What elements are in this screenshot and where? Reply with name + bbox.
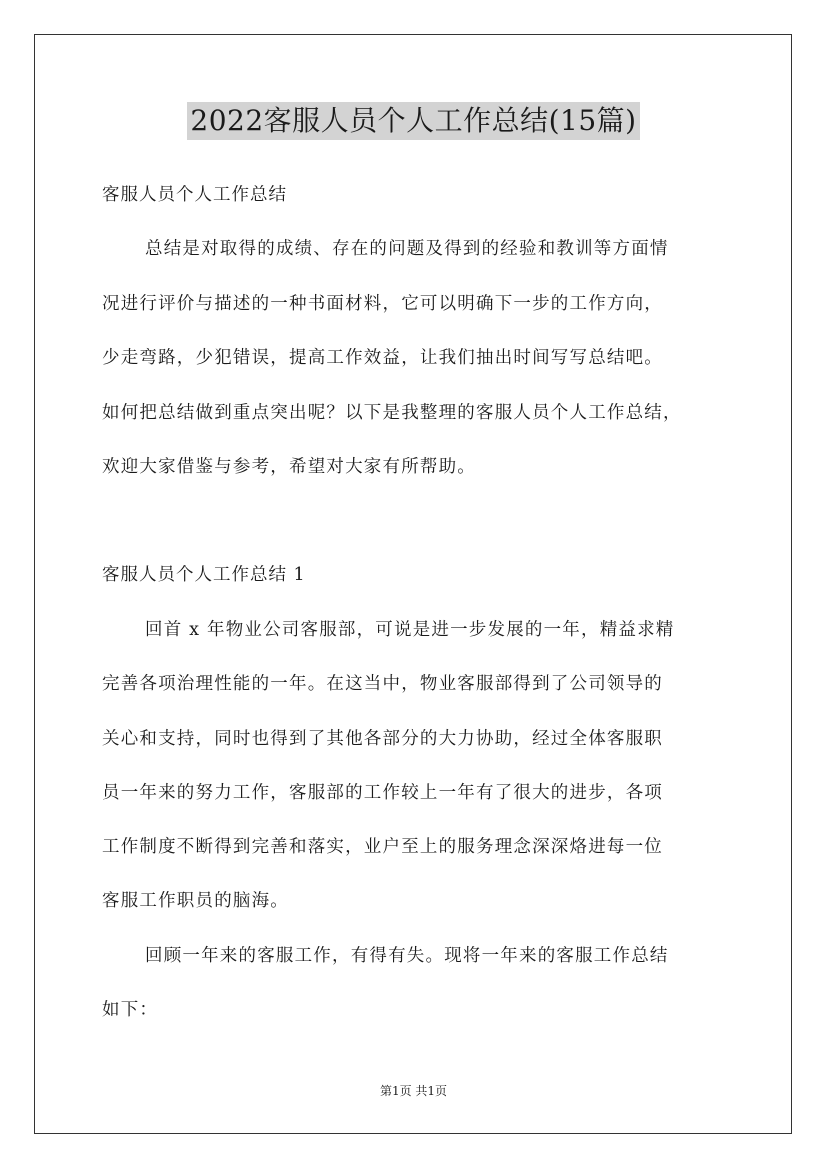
intro-heading: 客服人员个人工作总结	[102, 185, 287, 205]
section-line: 完善各项治理性能的一年。在这当中，物业客服部得到了公司领导的	[102, 674, 663, 694]
intro-line: 总结是对取得的成绩、存在的问题及得到的经验和教训等方面情	[145, 239, 669, 259]
section-line: 工作制度不断得到完善和落实，业户至上的服务理念深深烙进每一位	[102, 837, 663, 857]
page-number-footer: 第1页 共1页	[379, 1084, 448, 1098]
section-line: 客服工作职员的脑海。	[102, 891, 289, 911]
intro-line: 如何把总结做到重点突出呢？以下是我整理的客服人员个人工作总结，	[102, 403, 682, 423]
title-container	[0, 102, 827, 140]
section-line: 回顾一年来的客服工作，有得有失。现将一年来的客服工作总结	[145, 946, 669, 966]
intro-line: 况进行评价与描述的一种书面材料，它可以明确下一步的工作方向，	[102, 294, 663, 314]
section-line: 关心和支持，同时也得到了其他各部分的大力协助，经过全体客服职	[102, 729, 663, 749]
section-line: 回首 x 年物业公司客服部，可说是进一步发展的一年，精益求精	[145, 620, 675, 640]
section-heading: 客服人员个人工作总结 1	[102, 565, 306, 585]
intro-line: 欢迎大家借鉴与参考，希望对大家有所帮助。	[102, 457, 476, 477]
section-line: 如下：	[102, 1000, 159, 1020]
document-title: 2022客服人员个人工作总结(15篇)	[187, 102, 639, 140]
section-line: 员一年来的努力工作，客服部的工作较上一年有了很大的进步，各项	[102, 783, 663, 803]
intro-line: 少走弯路，少犯错误，提高工作效益，让我们抽出时间写写总结吧。	[102, 348, 663, 368]
